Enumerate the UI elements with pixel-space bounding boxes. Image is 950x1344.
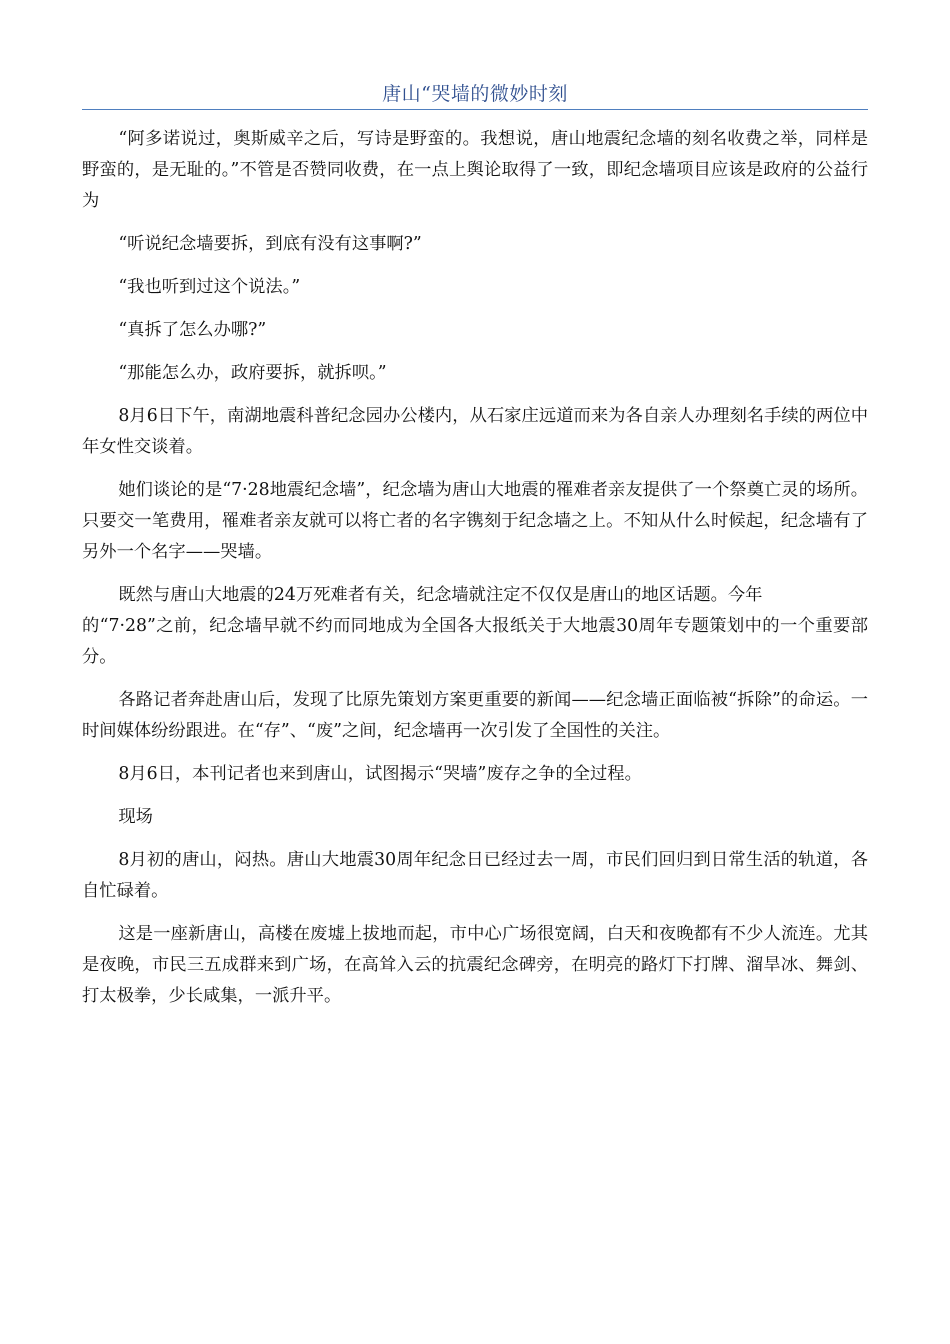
title-underline: [82, 109, 868, 110]
paragraph: 各路记者奔赴唐山后，发现了比原先策划方案更重要的新闻——纪念墙正面临被“拆除”的命运。一时间媒体纷纷跟进。在“存”、“废”之间，纪念墙再一次引发了全国性的关注。: [82, 690, 868, 741]
paragraph: “听说纪念墙要拆，到底有没有这事啊?”: [118, 234, 422, 254]
paragraph: “那能怎么办，政府要拆，就拆呗。”: [118, 363, 387, 383]
paragraph: “阿多诺说过，奥斯威辛之后，写诗是野蛮的。我想说，唐山地震纪念墙的刻名收费之举，同样是野蛮的，是无耻的。”不管是否赞同收费，在一点上舆论取得了一致，即纪念墙项目应该是政府的公益行为: [82, 129, 868, 211]
document-body: [82, 124, 868, 1024]
paragraph: 这是一座新唐山，高楼在废墟上拔地而起，市中心广场很宽阔，白天和夜晚都有不少人流连。尤其是夜晚，市民三五成群来到广场，在高耸入云的抗震纪念碑旁，在明亮的路灯下打牌、溜旱冰、舞剑、打太极拳，少长咸集，一派升平。: [82, 924, 868, 1006]
paragraph: 8月6日下午，南湖地震科普纪念园办公楼内，从石家庄远道而来为各自亲人办理刻名手续的两位中年女性交谈着。: [82, 406, 868, 457]
paragraph: 8月6日，本刊记者也来到唐山，试图揭示“哭墙”废存之争的全过程。: [118, 764, 642, 784]
paragraph: 8月初的唐山，闷热。唐山大地震30周年纪念日已经过去一周，市民们回归到日常生活的轨道，各自忙碌着。: [82, 850, 868, 901]
paragraph-continuation: 的“7·28”之前，纪念墙早就不约而同地成为全国各大报纸关于大地震30周年专题策划中的一个重要部分。: [82, 616, 868, 667]
document-title: 唐山“哭墙的微妙时刻: [382, 83, 568, 105]
paragraph: “真拆了怎么办哪?”: [118, 320, 267, 340]
paragraph: 她们谈论的是“7·28地震纪念墙”，纪念墙为唐山大地震的罹难者亲友提供了一个祭奠亡灵的场所。只要交一笔费用，罹难者亲友就可以将亡者的名字镌刻于纪念墙之上。不知从什么时候起，纪念墙有了另外一个名字——哭墙。: [82, 480, 868, 562]
section-heading: 现场: [118, 807, 153, 827]
paragraph: 既然与唐山大地震的24万死难者有关，纪念墙就注定不仅仅是唐山的地区话题。今年: [118, 585, 763, 605]
paragraph: “我也听到过这个说法。”: [118, 277, 301, 297]
